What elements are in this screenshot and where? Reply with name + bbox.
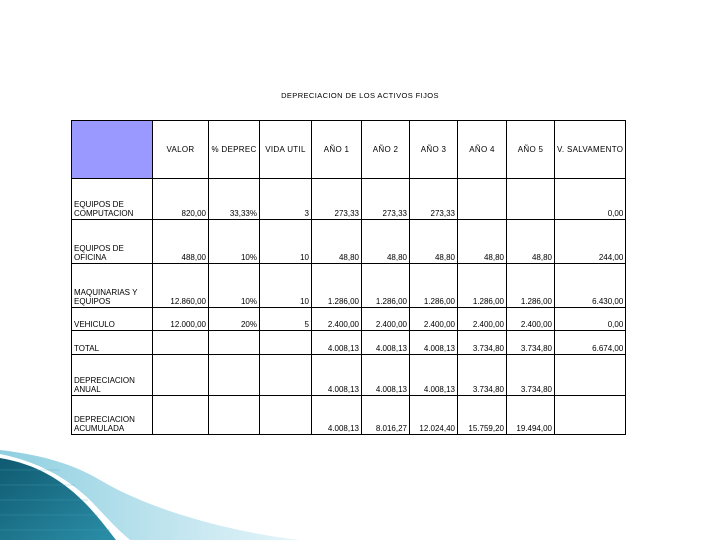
table-cell: 6.430,00 <box>555 264 626 308</box>
table-row <box>72 220 626 264</box>
table-cell: 10% <box>209 264 260 308</box>
table-cell: 4.008,13 <box>362 331 410 355</box>
decorative-swoosh <box>0 440 300 540</box>
table-cell: 2.400,00 <box>312 308 362 331</box>
page-title: DEPRECIACION DE LOS ACTIVOS FIJOS <box>281 91 439 100</box>
table-row <box>72 179 626 220</box>
depreciation-table <box>71 120 626 435</box>
table-cell: 12.000,00 <box>153 308 209 331</box>
table-cell: 4.008,13 <box>362 355 410 396</box>
table-cell <box>507 179 555 220</box>
table-row <box>72 308 626 331</box>
row-label: DEPRECIACION ACUMULADA <box>72 396 153 435</box>
table-cell: 1.286,00 <box>410 264 458 308</box>
table-cell: 273,33 <box>410 179 458 220</box>
table-cell <box>555 396 626 435</box>
table-cell: 1.286,00 <box>312 264 362 308</box>
table-cell: 48,80 <box>458 220 507 264</box>
table-cell: 8.016,27 <box>362 396 410 435</box>
row-label: MAQUINARIAS Y EQUIPOS <box>72 264 153 308</box>
table-cell <box>209 331 260 355</box>
table-cell: 2.400,00 <box>458 308 507 331</box>
row-label: VEHICULO <box>72 308 153 331</box>
header-valor: VALOR <box>153 121 209 179</box>
table-cell: 33,33% <box>209 179 260 220</box>
table-row <box>72 264 626 308</box>
header-ano-5: AÑO 5 <box>507 121 555 179</box>
table-cell: 0,00 <box>555 308 626 331</box>
header-ano-4: AÑO 4 <box>458 121 507 179</box>
table-cell: 2.400,00 <box>362 308 410 331</box>
table-cell: 48,80 <box>312 220 362 264</box>
table-row <box>72 355 626 396</box>
row-label: TOTAL <box>72 331 153 355</box>
table-cell <box>260 396 312 435</box>
table-cell <box>555 355 626 396</box>
table-cell: 4.008,13 <box>312 396 362 435</box>
table-cell: 3.734,80 <box>507 331 555 355</box>
table-cell: 10% <box>209 220 260 264</box>
table-cell <box>458 179 507 220</box>
table-cell: 244,00 <box>555 220 626 264</box>
header-corner-cell <box>72 121 153 179</box>
table-cell: 273,33 <box>362 179 410 220</box>
table-cell: 5 <box>260 308 312 331</box>
table-cell: 19.494,00 <box>507 396 555 435</box>
table-cell <box>209 355 260 396</box>
table-cell: 273,33 <box>312 179 362 220</box>
table-cell: 3.734,80 <box>458 355 507 396</box>
table-cell: 12.860,00 <box>153 264 209 308</box>
table-cell: 4.008,13 <box>410 355 458 396</box>
table-cell: 0,00 <box>555 179 626 220</box>
table-cell: 6.674,00 <box>555 331 626 355</box>
total-row <box>72 331 626 355</box>
table-cell: 4.008,13 <box>312 355 362 396</box>
table-cell: 10 <box>260 220 312 264</box>
table-cell: 10 <box>260 264 312 308</box>
table-cell <box>153 331 209 355</box>
table-cell: 20% <box>209 308 260 331</box>
row-label: EQUIPOS DE COMPUTACION <box>72 179 153 220</box>
table-cell: 2.400,00 <box>410 308 458 331</box>
table-cell <box>153 355 209 396</box>
row-label: DEPRECIACION ANUAL <box>72 355 153 396</box>
header-ano-1: AÑO 1 <box>312 121 362 179</box>
header-row <box>72 121 626 179</box>
table-cell: 1.286,00 <box>362 264 410 308</box>
header-deprec: % DEPREC <box>209 121 260 179</box>
table-cell: 4.008,13 <box>410 331 458 355</box>
table-cell <box>153 396 209 435</box>
row-label: EQUIPOS DE OFICINA <box>72 220 153 264</box>
table-cell: 1.286,00 <box>507 264 555 308</box>
table-cell: 1.286,00 <box>458 264 507 308</box>
table-cell: 12.024,40 <box>410 396 458 435</box>
table-cell <box>209 396 260 435</box>
table-cell: 48,80 <box>362 220 410 264</box>
header-vida-util: VIDA UTIL <box>260 121 312 179</box>
table-cell: 3.734,80 <box>507 355 555 396</box>
header-ano-2: AÑO 2 <box>362 121 410 179</box>
table-row <box>72 396 626 435</box>
table-cell: 48,80 <box>507 220 555 264</box>
table-cell <box>260 331 312 355</box>
table-cell: 3.734,80 <box>458 331 507 355</box>
table-cell: 15.759,20 <box>458 396 507 435</box>
table-cell: 2.400,00 <box>507 308 555 331</box>
table-cell: 48,80 <box>410 220 458 264</box>
header-salvamento: V. SALVAMENTO <box>555 121 626 179</box>
header-ano-3: AÑO 3 <box>410 121 458 179</box>
table-cell: 4.008,13 <box>312 331 362 355</box>
table-cell <box>260 355 312 396</box>
table-cell: 820,00 <box>153 179 209 220</box>
table-cell: 488,00 <box>153 220 209 264</box>
table-cell: 3 <box>260 179 312 220</box>
